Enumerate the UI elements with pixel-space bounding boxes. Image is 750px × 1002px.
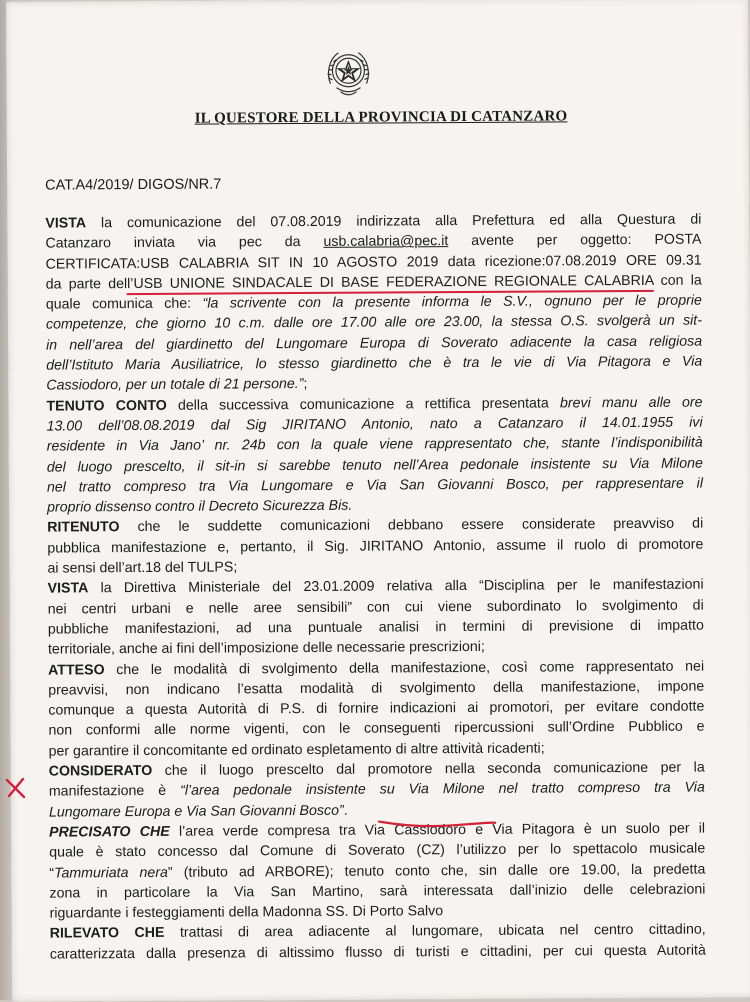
paragraph-precisato-che: PRECISATO CHE l’area verde compresa tra Via Cassiodoro e Via Pitagora è un suolo per il quale è stato concesso dal Comune di Soverato (CZ) l’utilizzo per lo spettacolo musicale “Tammuriata nera” (tributo ad ARBORE); tenuto conto che, sin dalle ore 19.00, la predetta zona in particolare la Via San Martino, sarà interessata dall’inizio delle celebrazioni riguardante i festeggiamenti della Madonna SS. Di Porto Salvo xyxy=(49,820,706,922)
keyword-vista-2: VISTA xyxy=(47,580,89,597)
keyword-vista: VISTA xyxy=(45,215,87,232)
keyword-considerato: CONSIDERATO xyxy=(48,762,153,780)
paragraph-rilevato-che: RILEVATO CHE trattasi di area adiacente al lungomare, ubicata nel centro cittadino, caratterizzata dalla presenza di altissimo flusso di turisti e cittadini, per cui questa Autorità xyxy=(49,921,706,963)
document-title: IL QUESTORE DELLA PROVINCIA DI CATANZARO xyxy=(194,108,568,127)
keyword-rilevato-che: RILEVATO CHE xyxy=(49,925,165,942)
keyword-ritenuto: RITENUTO xyxy=(47,519,120,537)
document-body xyxy=(45,210,706,965)
paragraph-vista-direttiva: VISTA la Direttiva Ministeriale del 23.01.2009 relativa alla “Disciplina per le manifestazioni nei centri urbani e nelle aree sensibili” con cui viene subordinato lo svolgimento di pubbliche manifestazioni, ad una puntuale analisi in termini di previsione di impatto territoriale, anche ai fini dell’imposizione delle necessarie prescrizioni; xyxy=(47,576,704,658)
paragraph-atteso: ATTESO che le modalità di svolgimento della manifestazione, così come rappresentato nei preavvisi, non indicano l’esatta modalità di svolgimento della manifestazione, impone comunque a questa Autorità di P.S. di fornire indicazioni ai promotori, per evitare condotte non conformi alle norme vigenti, con le conseguenti ripercussioni sull’Ordine Pubblico e per garantire il concomitante ed ordinato espletamento di altre attività ricadenti; xyxy=(48,658,705,760)
document-page xyxy=(6,0,750,1002)
paragraph-tenuto-conto: TENUTO CONTO della successiva comunicazione a rettifica presentata brevi manu alle ore 13.00 dell’08.08.2019 dal Sig JIRITANO Antonio, nato a Catanzaro il 14.01.1955 ivi residente in Via Jano’ nr. 24b con la quale viene rappresentato che, stante l’indisponibilità del luogo prescelto, il sit-in si sarebbe tenuto nell’Area pedonale insistente su Via Milone nel tratto compreso tra Via Lungomare e Via San Giovanni Bosco, per rappresentare il proprio dissenso contro il Decreto Sicurezza Bis. xyxy=(46,394,704,516)
pec-email-link[interactable]: usb.calabria@pec.it xyxy=(323,233,449,251)
paragraph-considerato: CONSIDERATO che il luogo prescelto dal promotore nella seconda comunicazione per la manifestazione è “l’area pedonale insistente su Via Milone nel tratto compreso tra Via Lungomare Europa e Via San Giovanni Bosco”. xyxy=(48,759,705,821)
red-pen-underline-usb: l’USB UNIONE SINDACALE DI BASE FEDERAZIONE REGIONALE CALABRIA xyxy=(127,273,653,295)
red-x-margin-mark xyxy=(4,776,28,800)
keyword-atteso: ATTESO xyxy=(48,661,105,679)
protocol-number: CAT.A4/2019/ DIGOS/NR.7 xyxy=(45,176,222,194)
republic-emblem-icon xyxy=(320,44,376,102)
keyword-tenuto-conto: TENUTO CONTO xyxy=(46,397,167,415)
paragraph-vista-comunicazione: VISTA la comunicazione del 07.08.2019 indirizzata alla Prefettura ed alla Questura di Catanzaro inviata via pec da usb.calabria@pec.it avente per oggetto: POSTA CERTIFICATA:USB CALABRIA SIT IN 10 AGOSTO 2019 data ricezione:07.08.2019 ORE 09.31 da parte dell’USB UNIONE SINDACALE DI BASE FEDERAZIONE REGIONALE CALABRIA con la quale comunica che: “la scrivente con la presente informa le S.V., ognuno per le proprie competenze, che giorno 10 c.m. dalle ore 17.00 alle ore 23.00, la stessa O.S. svolgerà un sit- in nell’area del giardinetto del Lungomare Europa di Soverato adiacente la casa religiosa dell’Istituto Maria Ausiliatrice, lo stesso giardinetto che è tra le vie di Via Pitagora e Via Cassiodoro, per un totale di 21 persone.”; xyxy=(45,211,703,394)
paragraph-ritenuto: RITENUTO che le suddette comunicazioni debbano essere considerate preavviso di pubblica manifestazione e, pertanto, il Sig. JIRITANO Antonio, assume il ruolo di promotore ai sensi dell’art.18 del TULPS; xyxy=(47,516,704,577)
keyword-precisato-che: PRECISATO CHE xyxy=(49,823,170,841)
